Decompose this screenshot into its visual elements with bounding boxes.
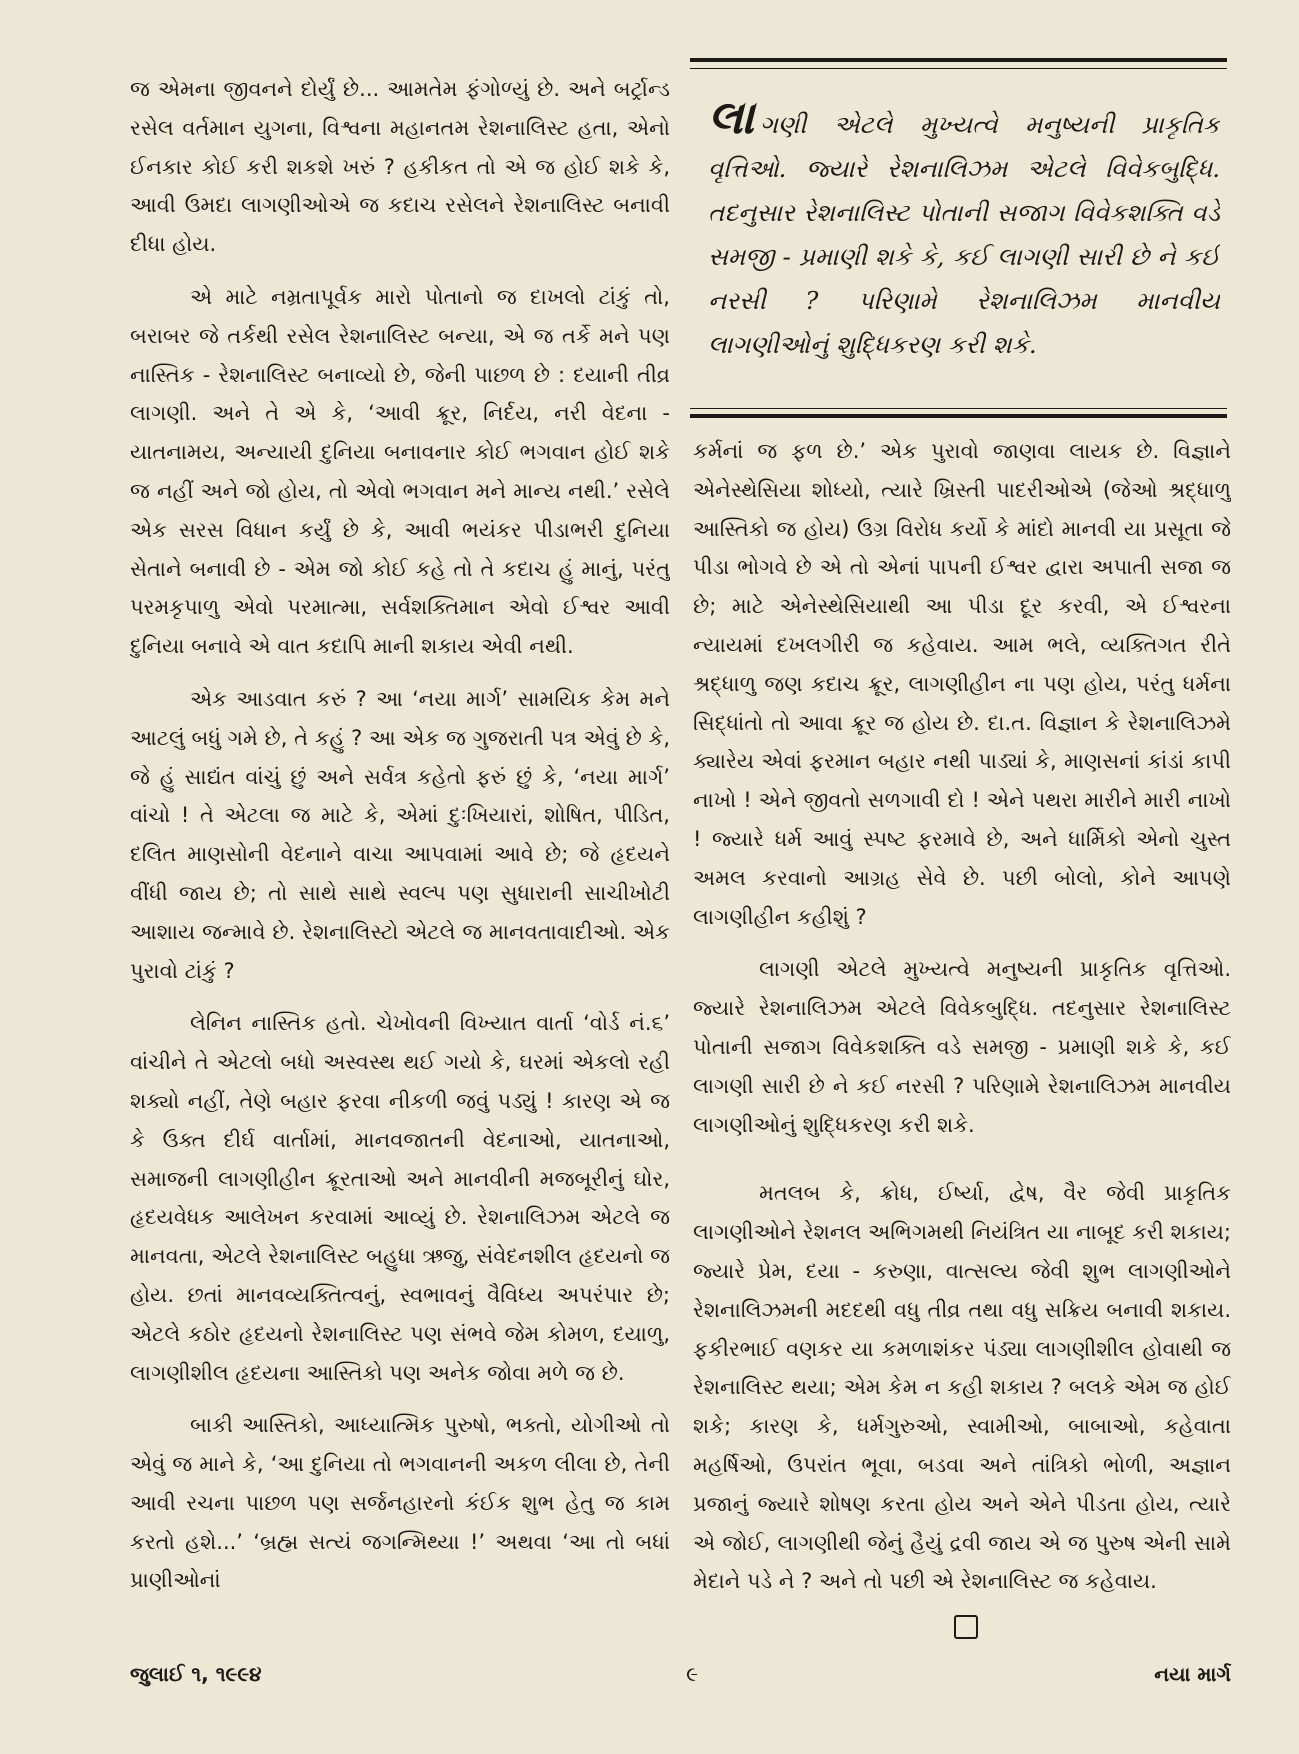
footer-date: જુલાઈ ૧, ૧૯૯૪ <box>130 1662 262 1686</box>
paragraph: કર્મનાં જ ફળ છે.’ એક પુરાવો જાણવા લાયક છે. વિજ્ઞાને એનેસ્થેસિયા શોધ્યો, ત્યારે ખ્રિસ્તી પાદરીઓએ (જેઓ શ્રદ્ધાળુ આસ્તિકો જ હોય) ઉગ્ર વિરોધ કર્યો કે માંદો માનવી યા પ્રસૂતા જે પીડા ભોગવે છે એ તો એનાં પાપની ઈશ્વર દ્વારા અપાતી સજા જ છે; માટે એનેસ્થેસિયાથી આ પીડા દૂર કરવી, એ ઈશ્વરના ન્યાયમાં દખલગીરી જ કહેવાય. આમ ભલે, વ્યક્તિગત રીતે શ્રદ્ધાળુ જણ કદાચ ક્રૂર, લાગણીહીન ના પણ હોય, પરંતુ ધર્મના સિદ્ધાંતો તો આવા ક્રૂર જ હોય છે. દા.ત. વિજ્ઞાન કે રેશનાલિઝમે ક્યારેય એવાં ફરમાન બહાર નથી પાડ્યાં કે, માણસનાં કાંડાં કાપી નાખો ! એને જીવતો સળગાવી દો ! એને પથરા મારીને મારી નાખો ! જ્યારે ધર્મ આવું સ્પષ્ટ ફરમાવે છે, અને ધાર્મિકો એનો ચુસ્ત અમલ કરવાનો આગ્રહ સેવે છે. પછી બોલો, કોને આપણે લાગણીહીન કહીશું ? <box>693 439 1231 929</box>
footer-publication: નયા માર્ગ <box>1154 1662 1231 1686</box>
paragraph: એક આડવાત કરું ? આ ‘નયા માર્ગ’ સામયિક કેમ મને આટલું બધું ગમે છે, તે કહું ? આ એક જ ગુજરાતી પત્ર એવું છે કે, જે હું સાદ્યંત વાંચું છું અને સર્વત્ર કહેતો ફરું છું કે, ‘નયા માર્ગ’ વાંચો ! તે એટલા જ માટે કે, એમાં દુઃખિયારાં, શોષિત, પીડિત, દલિત માણસોની વેદનાને વાચા આપવામાં આવે છે; જે હૃદયને વીંધી જાય છે; તો સાથે સાથે સ્વલ્પ પણ સુધારાની સાચીખોટી આશાય જન્માવે છે. રેશનાલિસ્ટો એટલે જ માનવતાવાદીઓ. એક પુરાવો ટાંકું ? <box>130 686 670 983</box>
pull-quote <box>708 95 1220 405</box>
paragraph: લેનિન નાસ્તિક હતો. ચેખોવની વિખ્યાત વાર્તા ‘વોર્ડ નં.૬’ વાંચીને તે એટલો બધો અસ્વસ્થ થઈ ગયો કે, ઘરમાં એકલો રહી શક્યો નહીં, તેણે બહાર ફરવા નીકળી જવું પડ્યું ! કારણ એ જ કે ઉક્ત દીર્ઘ વાર્તામાં, માનવજાતની વેદનાઓ, યાતનાઓ, સમાજની લાગણીહીન ક્રૂરતાઓ અને માનવીની મજબૂરીનું ઘોર, હૃદયવેધક આલેખન કરવામાં આવ્યું છે. રેશનાલિઝમ એટલે જ માનવતા, એટલે રેશનાલિસ્ટ બહુધા ઋજુ, સંવેદનશીલ હૃદયનો જ હોય. છતાં માનવવ્યક્તિત્વનું, સ્વભાવનું વૈવિધ્ય અપરંપાર છે; એટલે કઠોર હૃદયનો રેશનાલિસ્ટ પણ સંભવે જેમ કોમળ, દયાળુ, લાગણીશીલ હૃદયના આસ્તિકો પણ અનેક જોવા મળે જ છે. <box>130 1011 670 1385</box>
pullquote-top-rule-thin <box>690 68 1227 69</box>
pullquote-top-rule <box>690 58 1227 62</box>
paragraph: એ માટે નમ્રતાપૂર્વક મારો પોતાનો જ દાખલો ટાંકું તો, બરાબર જે તર્કથી રસેલ રેશનાલિસ્ટ બન્યા, એ જ તર્કે મને પણ નાસ્તિક - રેશનાલિસ્ટ બનાવ્યો છે, જેની પાછળ છે : દયાની તીવ્ર લાગણી. અને તે એ કે, ‘આવી ક્રૂર, નિર્દય, નરી વેદના - યાતનામય, અન્યાયી દુનિયા બનાવનાર કોઈ ભગવાન હોઈ શકે જ નહીં અને જો હોય, તો એવો ભગવાન મને માન્ય નથી.’ રસેલે એક સરસ વિધાન કર્યું છે કે, આવી ભયંકર પીડાભરી દુનિયા સેતાને બનાવી છે - એમ જો કોઈ કહે તો તે કદાચ હું માનું, પરંતુ પરમકૃપાળુ એવો પરમાત્મા, સર્વશક્તિમાન એવો ઈશ્વર આવી દુનિયા બનાવે એ વાત કદાપિ માની શકાય એવી નથી. <box>130 284 670 659</box>
pull-quote-text: ગણી એટલે મુખ્યત્વે મનુષ્યની પ્રાકૃતિક વૃત્તિઓ. જ્યારે રેશનાલિઝમ એટલે વિવેકબુદ્ધિ. તદનુસાર રેશનાલિસ્ટ પોતાની સજાગ વિવેકશક્તિ વડે સમજી - પ્રમાણી શકે કે, કઈ લાગણી સારી છે ને કઈ નરસી ? પરિણામે રેશનાલિઝમ માનવીય લાગણીઓનું શુદ્ધિકરણ કરી શકે. <box>708 110 1220 359</box>
pullquote-bottom-rule-thin <box>690 408 1227 409</box>
end-of-article-mark <box>954 1615 978 1639</box>
paragraph: બાકી આસ્તિકો, આધ્યાત્મિક પુરુષો, ભક્તો, યોગીઓ તો એવું જ માને કે, ‘આ દુનિયા તો ભગવાનની અકળ લીલા છે, તેની આવી રચના પાછળ પણ સર્જનહારનો કંઈક શુભ હેતુ જ કામ કરતો હશે...’ ‘બ્રહ્મ સત્યં જગન્મિથ્યા !’ અથવા ‘આ તો બધાં પ્રાણીઓનાં <box>130 1413 670 1593</box>
pullquote-bottom-rule <box>690 414 1227 418</box>
paragraph: જ એમના જીવનને દોર્યું છે... આમતેમ ફંગોળ્યું છે. અને બર્ટ્રાન્ડ રસેલ વર્તમાન યુગના, વિશ્વના મહાનતમ રેશનાલિસ્ટ હતા, એનો ઈનકાર કોઈ કરી શકશે ખરું ? હકીકત તો એ જ હોઈ શકે કે, આવી ઉમદા લાગણીઓએ જ કદાચ રસેલને રેશનાલિસ્ટ બનાવી દીધા હોય. <box>130 77 670 257</box>
left-column <box>130 70 670 1645</box>
pull-quote-drop-cap: લા <box>708 95 755 144</box>
right-column <box>693 432 1231 1597</box>
paragraph: મતલબ કે, ક્રોધ, ઈર્ષ્યા, દ્વેષ, વૈર જેવી પ્રાકૃતિક લાગણીઓને રેશનલ અભિગમથી નિયંત્રિત યા નાબૂદ કરી શકાય; જ્યારે પ્રેમ, દયા - કરુણા, વાત્સલ્ય જેવી શુભ લાગણીઓને રેશનાલિઝમની મદદથી વધુ તીવ્ર તથા વધુ સક્રિય બનાવી શકાય. ફકીરભાઈ વણકર યા કમળાશંકર પંડ્યા લાગણીશીલ હોવાથી જ રેશનાલિસ્ટ થયા; એમ કેમ ન કહી શકાય ? બલકે એમ જ હોઈ શકે; કારણ કે, ધર્મગુરુઓ, સ્વામીઓ, બાબાઓ, કહેવાતા મહર્ષિઓ, ઉપરાંત ભૂવા, બડવા અને તાંત્રિકો ભોળી, અજ્ઞાન પ્રજાનું જ્યારે શોષણ કરતા હોય અને એને પીડતા હોય, ત્યારે એ જોઈ, લાગણીથી જેનું હૈયું દ્રવી જાય એ જ પુરુષ એની સામે મેદાને પડે ને ? અને તો પછી એ રેશનાલિસ્ટ જ કહેવાય. <box>693 1181 1231 1594</box>
footer-page-number: ૯ <box>686 1662 698 1686</box>
paragraph: લાગણી એટલે મુખ્યત્વે મનુષ્યની પ્રાકૃતિક વૃત્તિઓ. જ્યારે રેશનાલિઝમ એટલે વિવેકબુદ્ધિ. તદનુસાર રેશનાલિસ્ટ પોતાની સજાગ વિવેકશક્તિ વડે સમજી - પ્રમાણી શકે કે, કઈ લાગણી સારી છે ને કઈ નરસી ? પરિણામે રેશનાલિઝમ માનવીય લાગણીઓનું શુદ્ધિકરણ કરી શકે. <box>693 957 1231 1137</box>
